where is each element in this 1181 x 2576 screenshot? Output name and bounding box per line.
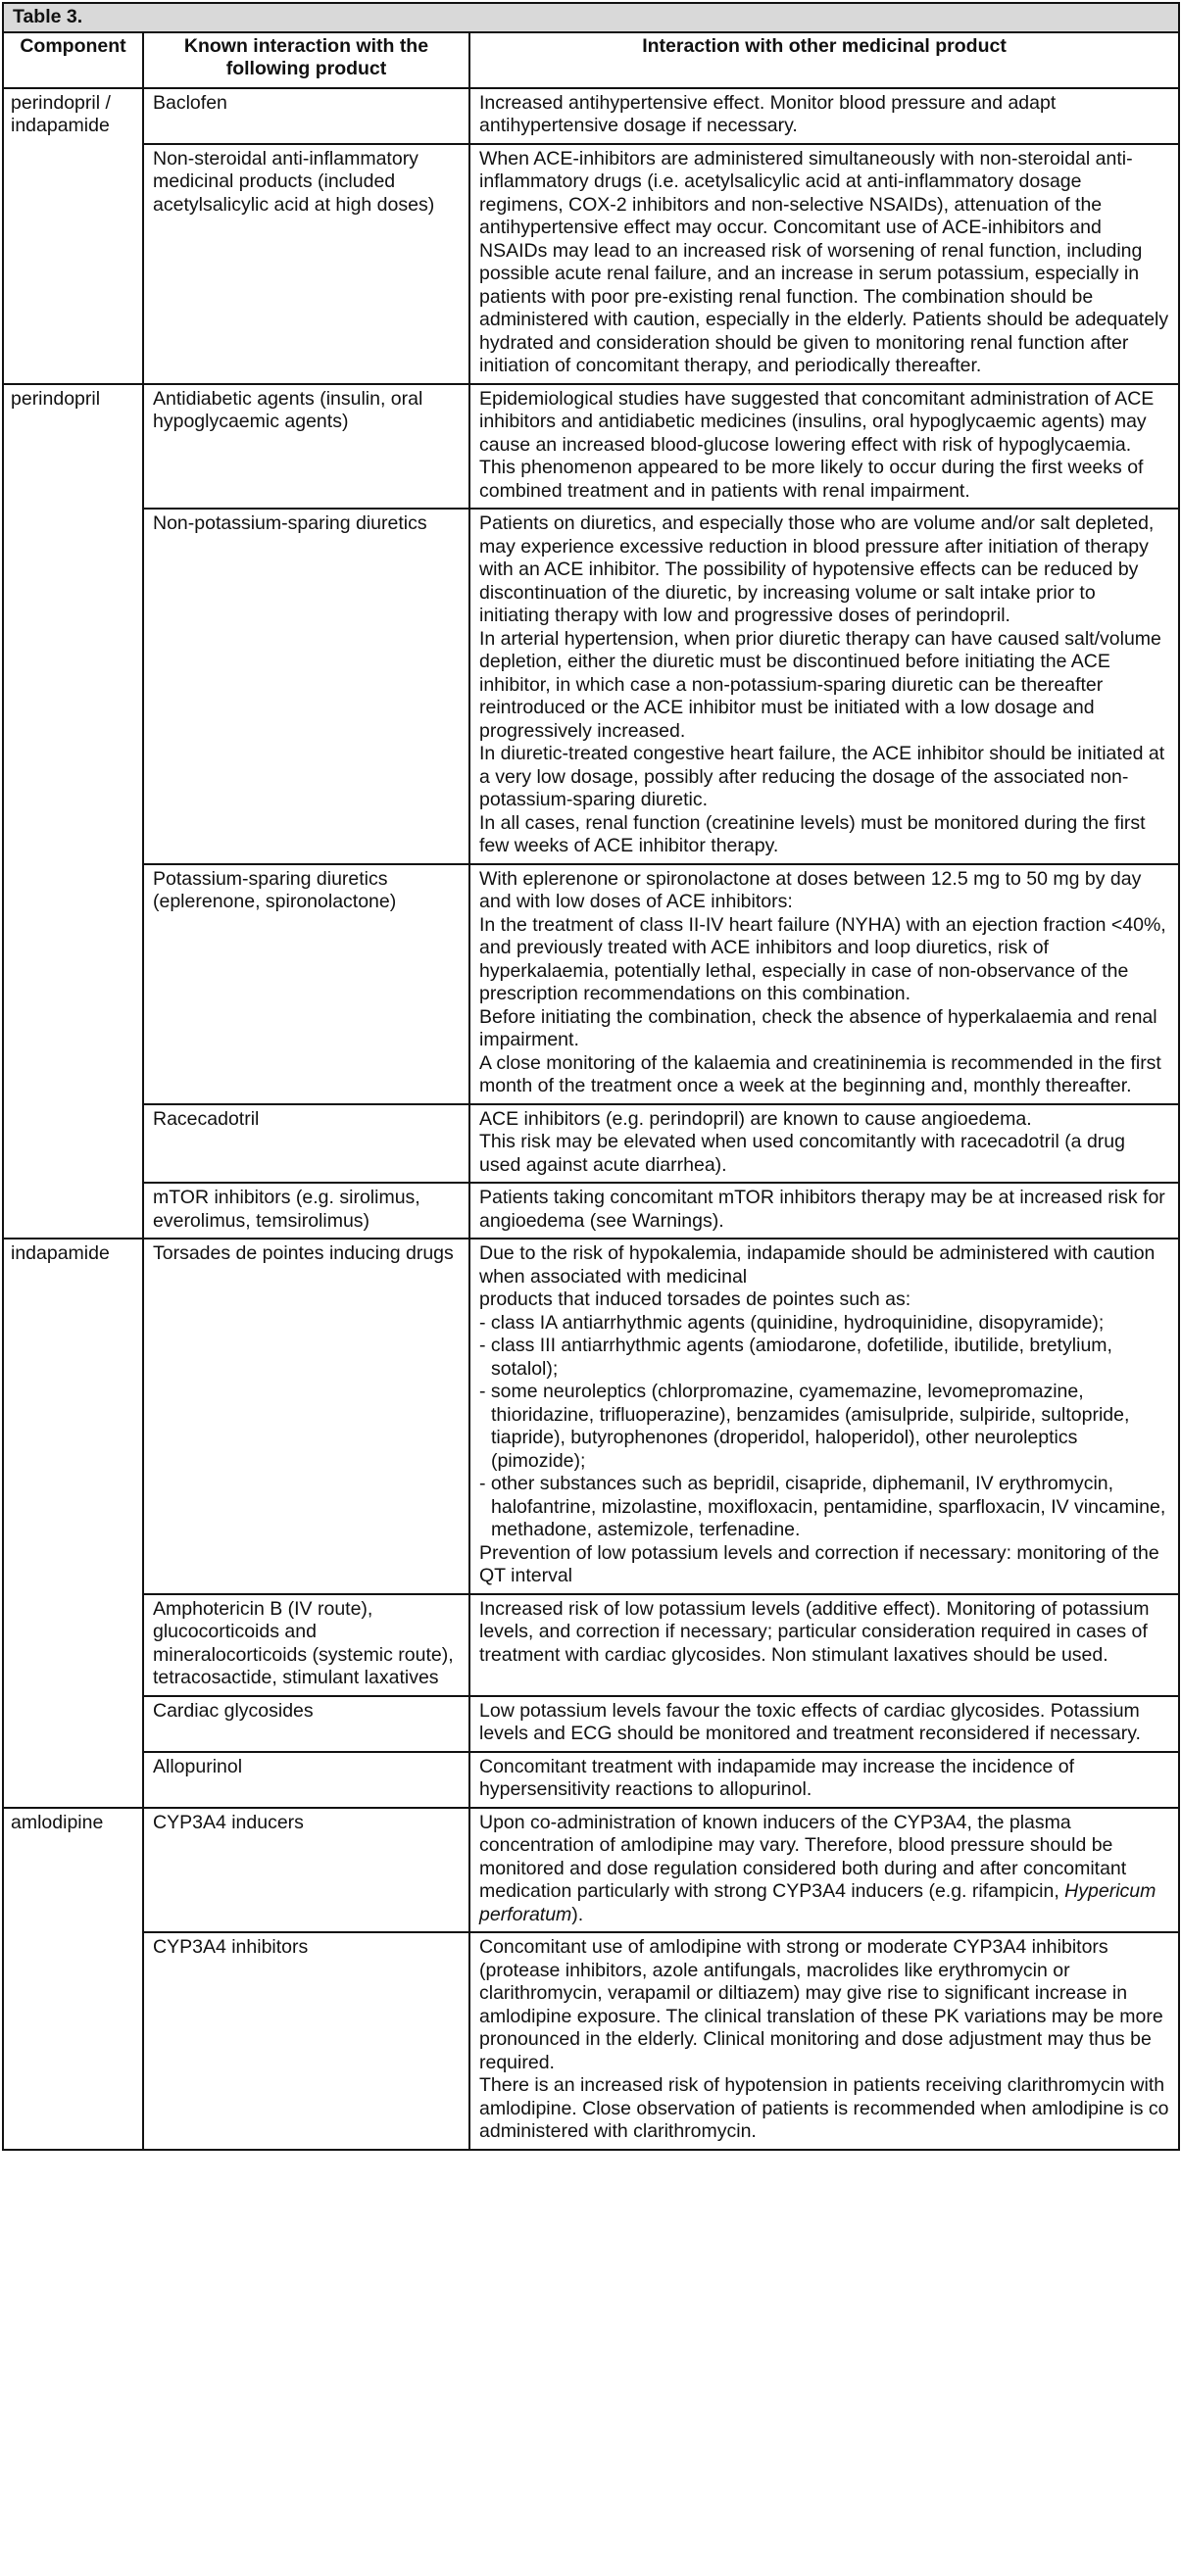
table-row xyxy=(3,1932,1179,2150)
interaction-paragraph: Concomitant use of amlodipine with strong or moderate CYP3A4 inhibitors (protease inhibitors, azole antifungals, macrolides like erythromycin or clarithromycin, verapamil or diltiazem) may give rise to significant increase in amlodipine exposure. The clinical translation of these PK variations may be more pronounced in the elderly. Clinical monitoring and dose adjustment may thus be required. xyxy=(479,1936,1163,2073)
interaction-paragraph: This risk may be elevated when used concomitantly with racecadotril (a drug used against acute diarrhea). xyxy=(479,1131,1125,1176)
interaction-text: ). xyxy=(571,1903,584,1925)
interaction-paragraph: Increased risk of low potassium levels (additive effect). Monitoring of potassium levels, and correction if necessary; particular consideration required in cases of treatment with cardiac glycosides. Non stimulant laxatives should be used. xyxy=(479,1597,1150,1666)
interaction-cell xyxy=(469,509,1179,864)
interaction-cell xyxy=(469,144,1179,384)
table-caption: Table 3. xyxy=(3,3,1179,32)
interaction-paragraph: In diuretic-treated congestive heart failure, the ACE inhibitor should be initiated at a very low dosage, possibly after reducing the dosage of the associated non-potassium-sparing diuretic. xyxy=(479,743,1165,810)
table-row xyxy=(3,1752,1179,1808)
product-cell: CYP3A4 inducers xyxy=(143,1808,469,1933)
product-cell: Amphotericin B (IV route), glucocorticoids and mineralocorticoids (systemic route), tetracosactide, stimulant laxatives xyxy=(143,1594,469,1696)
component-cell: perindopril / indapamide xyxy=(3,88,143,384)
product-cell: mTOR inhibitors (e.g. sirolimus, everolimus, temsirolimus) xyxy=(143,1183,469,1239)
interaction-italic-text: Hypericum perforatum xyxy=(479,1880,1156,1925)
component-cell: perindopril xyxy=(3,384,143,1239)
interaction-list-item: - class IA antiarrhythmic agents (quinidine, hydroquinidine, disopyramide); xyxy=(479,1311,1105,1334)
product-cell: Torsades de pointes inducing drugs xyxy=(143,1239,469,1594)
interaction-cell xyxy=(469,1808,1179,1933)
interaction-cell xyxy=(469,88,1179,144)
interaction-paragraph: ACE inhibitors (e.g. perindopril) are known to cause angioedema. xyxy=(479,1107,1032,1130)
interaction-paragraph: Prevention of low potassium levels and correction if necessary: monitoring of the QT interval xyxy=(479,1541,1159,1586)
product-cell: CYP3A4 inhibitors xyxy=(143,1932,469,2150)
product-cell: Potassium-sparing diuretics (eplerenone, spironolactone) xyxy=(143,864,469,1104)
component-cell: indapamide xyxy=(3,1239,143,1808)
table-row xyxy=(3,1594,1179,1696)
table-row xyxy=(3,1104,1179,1184)
interaction-list-item: - some neuroleptics (chlorpromazine, cyamemazine, levomepromazine, thioridazine, trifluoperazine), benzamides (amisulpride, sulpiride, sultopride, tiapride), butyrophenones (droperidol, haloperidol), other neuroleptics (pimozide); xyxy=(479,1381,1130,1472)
interaction-paragraph: There is an increased risk of hypotension in patients receiving clarithromycin with amlodipine. Close observation of patients is recommended when amlodipine is co administered with clarithromycin. xyxy=(479,2074,1169,2142)
table-row xyxy=(3,144,1179,384)
table-row xyxy=(3,1239,1179,1594)
product-cell: Non-steroidal anti-inflammatory medicinal products (included acetylsalicylic acid at high doses) xyxy=(143,144,469,384)
header-row xyxy=(3,32,1179,88)
table-row xyxy=(3,864,1179,1104)
interaction-cell xyxy=(469,864,1179,1104)
interaction-cell xyxy=(469,1104,1179,1184)
interaction-paragraph: Due to the risk of hypokalemia, indapamide should be administered with caution when associated with medicinal xyxy=(479,1242,1156,1288)
header-interaction-other: Interaction with other medicinal product xyxy=(469,32,1179,88)
interaction-paragraph: Before initiating the combination, check the absence of hyperkalaemia and renal impairment. xyxy=(479,1005,1157,1050)
interaction-cell xyxy=(469,1183,1179,1239)
interaction-list-item: - class III antiarrhythmic agents (amiodarone, dofetilide, ibutilide, bretylium, sotalol); xyxy=(479,1335,1112,1380)
interaction-paragraph: Epidemiological studies have suggested that concomitant administration of ACE inhibitors and antidiabetic medicines (insulins, oral hypoglycaemic agents) may cause an increased blood-glucose lowering effect with risk of hypoglycaemia. This phenomenon appeared to be more likely to occur during the first weeks of combined treatment and in patients with renal impairment. xyxy=(479,387,1155,502)
table-row xyxy=(3,88,1179,144)
interaction-paragraph: In arterial hypertension, when prior diuretic therapy can have caused salt/volume depletion, either the diuretic must be discontinued before initiating the ACE inhibitor, in which case a non-potassium-sparing diuretic can be thereafter reintroduced or the ACE inhibitor must be initiated with a low dosage and progressively increased. xyxy=(479,627,1161,742)
interaction-paragraph: products that induced torsades de pointes such as: xyxy=(479,1288,911,1310)
interaction-cell xyxy=(469,1594,1179,1696)
table-head xyxy=(3,3,1179,88)
interaction-paragraph: Increased antihypertensive effect. Monitor blood pressure and adapt antihypertensive dosage if necessary. xyxy=(479,91,1057,136)
product-cell: Racecadotril xyxy=(143,1104,469,1184)
interaction-paragraph: In the treatment of class II-IV heart failure (NYHA) with an ejection fraction <40%, and previously treated with ACE inhibitors and loop diuretics, risk of hyperkalaemia, potentially lethal, especially in case of non-observance of the prescription recommendations on this combination. xyxy=(479,913,1166,1004)
interaction-text: Upon co-administration of known inducers of the CYP3A4, the plasma concentration of amlodipine may vary. Therefore, blood pressure should be monitored and dose regulation considered both during and after concomitant medication particularly with strong CYP3A4 inducers (e.g. rifampicin, xyxy=(479,1811,1127,1902)
table-row xyxy=(3,384,1179,510)
product-cell: Cardiac glycosides xyxy=(143,1696,469,1752)
interaction-cell xyxy=(469,1932,1179,2150)
interaction-table xyxy=(2,2,1180,2151)
product-cell: Allopurinol xyxy=(143,1752,469,1808)
interaction-paragraph: Patients on diuretics, and especially those who are volume and/or salt depleted, may experience excessive reduction in blood pressure after initiation of therapy with an ACE inhibitor. The possibility of hypotensive effects can be reduced by discontinuation of the diuretic, by increasing volume or salt intake prior to initiating therapy with low and progressive doses of perindopril. xyxy=(479,512,1155,626)
interaction-paragraph: Patients taking concomitant mTOR inhibitors therapy may be at increased risk for angioedema (see Warnings). xyxy=(479,1187,1165,1232)
product-cell: Baclofen xyxy=(143,88,469,144)
interaction-cell xyxy=(469,1239,1179,1594)
table-row xyxy=(3,1696,1179,1752)
interaction-list-item: - other substances such as bepridil, cisapride, diphemanil, IV erythromycin, halofantrine, mizolastine, moxifloxacin, pentamidine, sparfloxacin, IV vincamine, methadone, astemizole, terfenadine. xyxy=(479,1473,1166,1540)
interaction-cell xyxy=(469,384,1179,510)
table-row xyxy=(3,1808,1179,1933)
table-row xyxy=(3,509,1179,864)
product-cell: Non-potassium-sparing diuretics xyxy=(143,509,469,864)
interaction-paragraph: A close monitoring of the kalaemia and creatininemia is recommended in the first month of the treatment once a week at the beginning and, monthly thereafter. xyxy=(479,1051,1161,1096)
interaction-paragraph: Concomitant treatment with indapamide may increase the incidence of hypersensitivity reactions to allopurinol. xyxy=(479,1755,1074,1800)
interaction-paragraph: When ACE-inhibitors are administered simultaneously with non-steroidal anti-inflammatory drugs (i.e. acetylsalicylic acid at anti-inflammatory dosage regimens, COX-2 inhibitors and non-selective NSAIDs), attenuation of the antihypertensive effect may occur. Concomitant use of ACE-inhibitors and NSAIDs may lead to an increased risk of worsening of renal function, including possible acute renal failure, and an increase in serum potassium, especially in patients with poor pre-existing renal function. The combination should be administered with caution, especially in the elderly. Patients should be adequately hydrated and consideration should be given to monitoring renal function after initiation of concomitant therapy, and periodically thereafter. xyxy=(479,147,1169,376)
table-body xyxy=(3,88,1179,2150)
product-cell: Antidiabetic agents (insulin, oral hypoglycaemic agents) xyxy=(143,384,469,510)
interaction-cell xyxy=(469,1752,1179,1808)
table-row xyxy=(3,1183,1179,1239)
caption-row xyxy=(3,3,1179,32)
header-known-interaction: Known interaction with the following product xyxy=(143,32,469,88)
interaction-paragraph: In all cases, renal function (creatinine levels) must be monitored during the first few weeks of ACE inhibitor therapy. xyxy=(479,811,1146,856)
interaction-paragraph xyxy=(479,1812,1170,1927)
interaction-paragraph: With eplerenone or spironolactone at doses between 12.5 mg to 50 mg by day and with low doses of ACE inhibitors: xyxy=(479,867,1142,912)
interaction-cell xyxy=(469,1696,1179,1752)
header-component: Component xyxy=(3,32,143,88)
interaction-paragraph: Low potassium levels favour the toxic effects of cardiac glycosides. Potassium levels and ECG should be monitored and treatment reconsidered if necessary. xyxy=(479,1699,1141,1744)
component-cell: amlodipine xyxy=(3,1808,143,2150)
